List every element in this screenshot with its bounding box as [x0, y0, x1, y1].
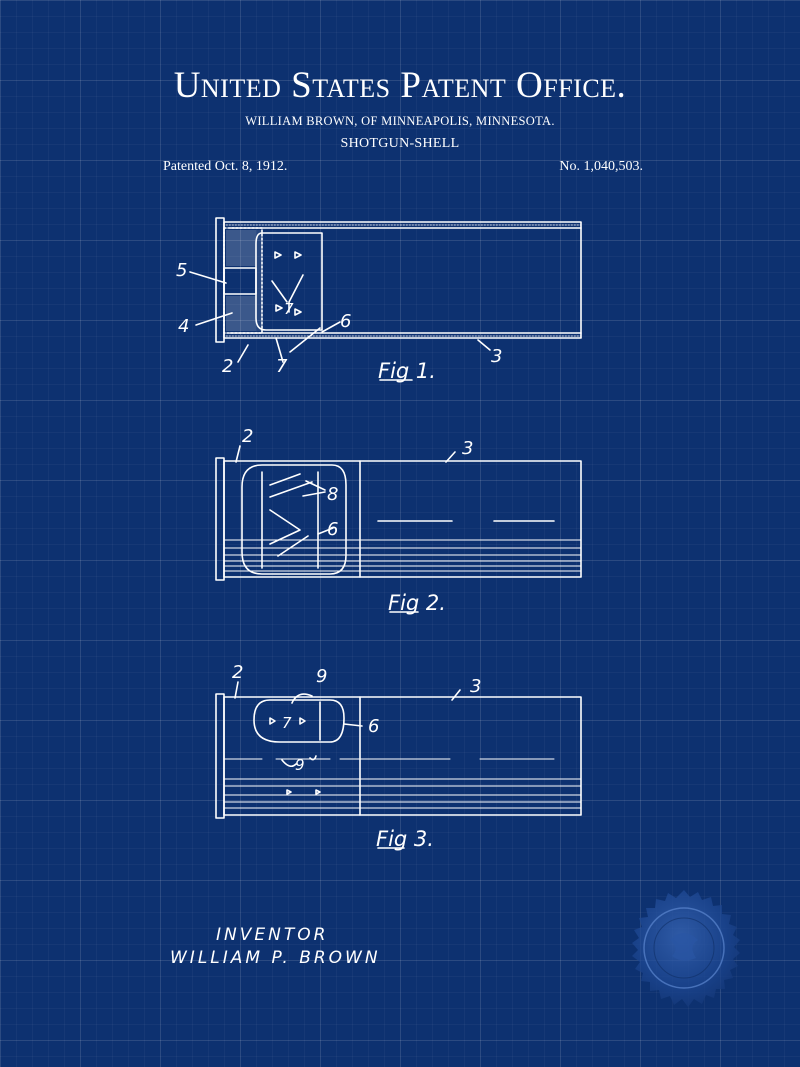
signature-title: INVENTOR	[216, 925, 329, 945]
figure-3-drawing	[216, 682, 581, 848]
fig3-label-7: 7	[282, 714, 292, 732]
embossed-seal-icon	[622, 888, 746, 1012]
fig1-caption: Fig 1.	[378, 359, 436, 383]
patent-number: No. 1,040,503.	[559, 159, 643, 174]
fig3-label-2: 2	[232, 662, 244, 683]
fig1-label-3: 3	[491, 346, 503, 367]
patent-subject: SHOTGUN-SHELL	[340, 136, 460, 151]
fig1-label-2: 2	[222, 356, 234, 377]
fig1-label-7-inner: 7	[284, 300, 294, 318]
patent-date: Patented Oct. 8, 1912.	[163, 159, 288, 174]
fig1-label-6: 6	[340, 311, 352, 332]
fig3-label-3: 3	[470, 676, 482, 697]
figure-2-drawing	[216, 446, 581, 612]
signature-name: WILLIAM P. BROWN	[170, 948, 381, 968]
office-title: United States Patent Office.	[173, 65, 627, 106]
inventor-line: WILLIAM BROWN, OF MINNEAPOLIS, MINNESOTA.	[245, 114, 555, 128]
fig2-label-6: 6	[327, 519, 339, 540]
fig3-label-6: 6	[368, 716, 380, 737]
fig3-caption: Fig 3.	[376, 827, 434, 851]
fig1-label-4: 4	[178, 316, 190, 337]
fig1-label-5: 5	[176, 260, 188, 281]
fig2-caption: Fig 2.	[388, 591, 446, 615]
fig1-label-7: 7	[276, 356, 288, 377]
fig2-label-8: 8	[327, 484, 339, 505]
fig3-label-9: 9	[316, 666, 328, 687]
fig2-label-2: 2	[242, 426, 254, 447]
inventor-signature	[170, 924, 381, 970]
fig2-label-3: 3	[462, 438, 474, 459]
fig3-label-9-lower: 9	[295, 756, 305, 774]
